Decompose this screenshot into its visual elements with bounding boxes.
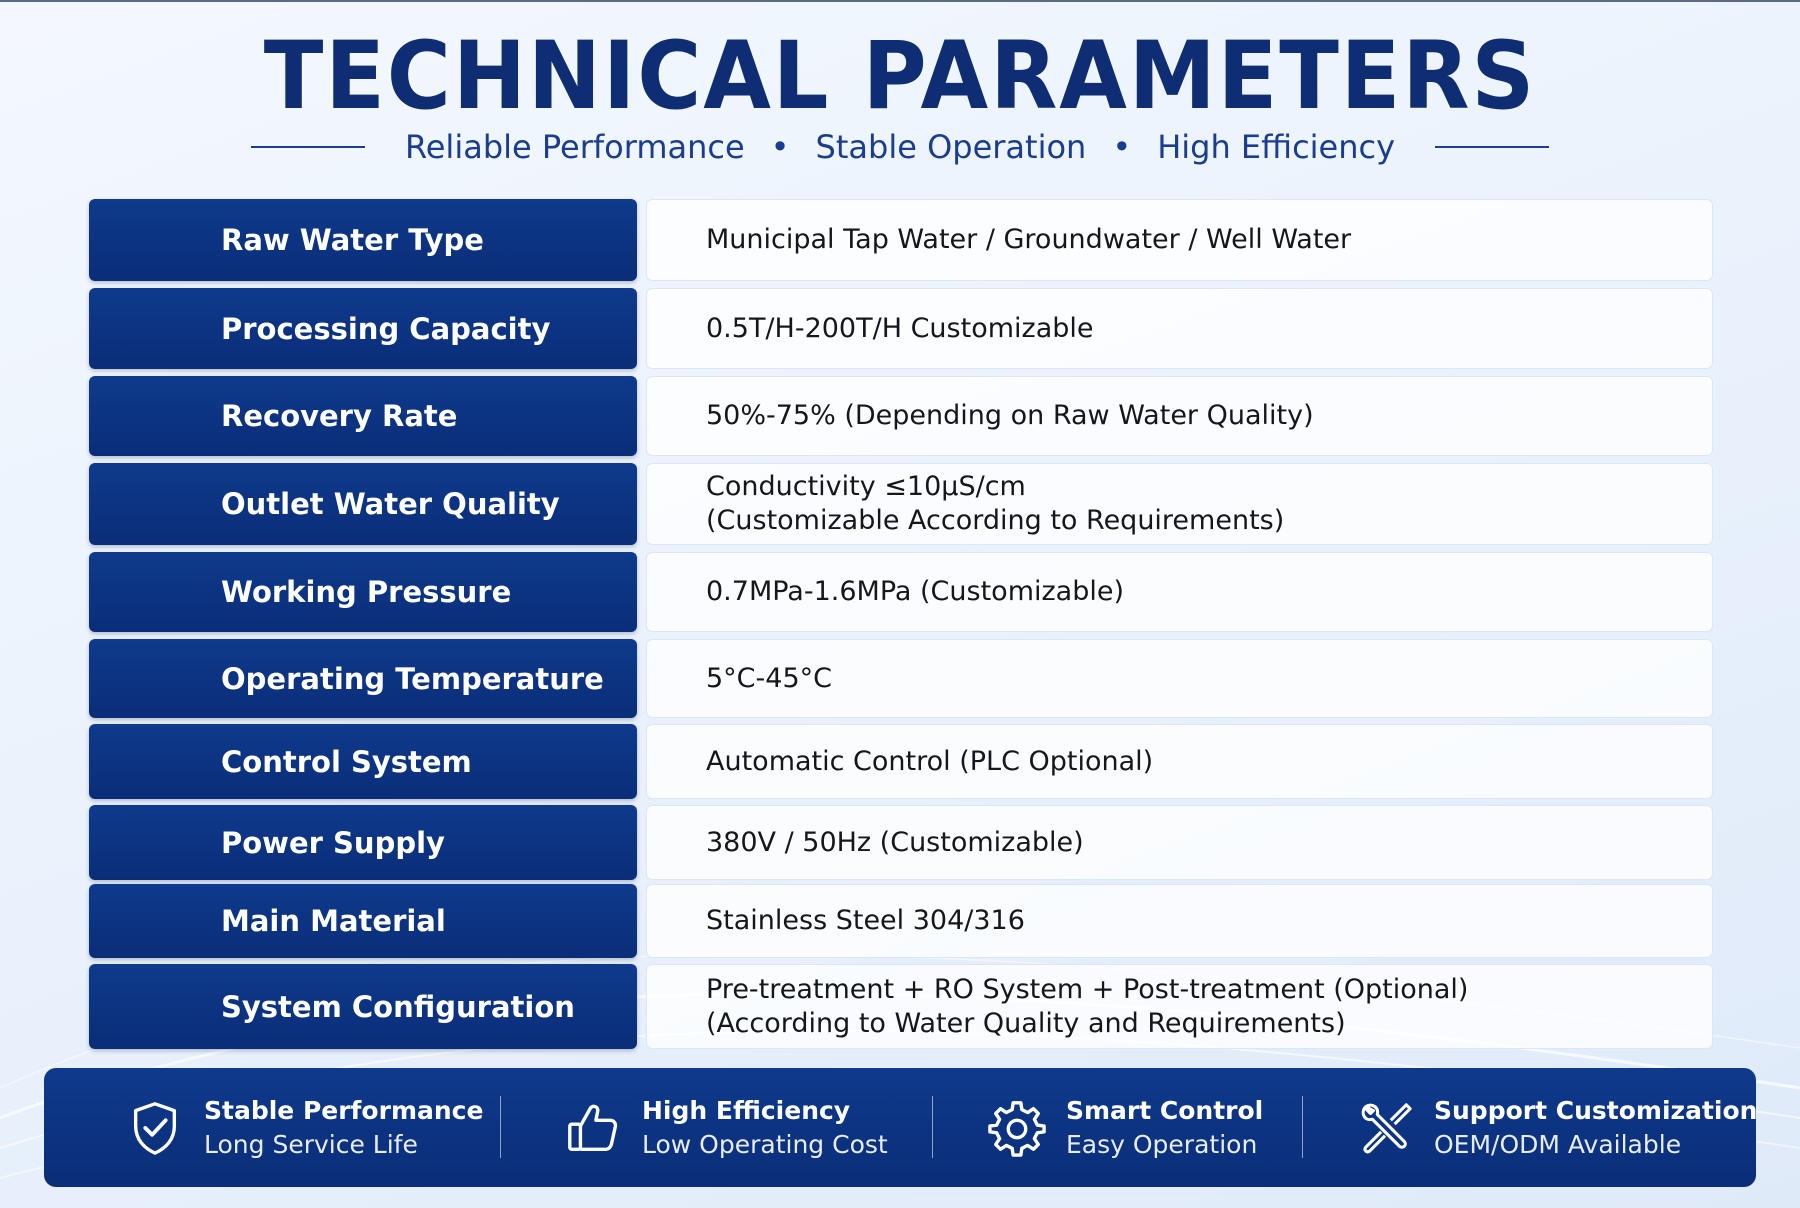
top-border — [0, 0, 1800, 2]
shield-check-icon — [126, 1099, 184, 1157]
feature-subtitle: Easy Operation — [1066, 1129, 1258, 1159]
param-label: Control System — [89, 724, 637, 799]
param-value — [646, 805, 1713, 880]
feature-support-customization — [1356, 1068, 1757, 1187]
tagline-separator: • — [770, 128, 790, 166]
tagline-rule-left — [251, 146, 365, 148]
feature-text — [642, 1094, 888, 1162]
param-value — [646, 463, 1713, 545]
feature-title: Stable Performance — [204, 1095, 484, 1125]
param-value-line: 380V / 50Hz (Customizable) — [706, 826, 1084, 858]
param-value — [646, 288, 1713, 369]
feature-subtitle: OEM/ODM Available — [1434, 1129, 1682, 1159]
param-value-line: Municipal Tap Water / Groundwater / Well Water — [706, 224, 1352, 255]
param-label: Main Material — [89, 884, 637, 958]
feature-divider — [1302, 1096, 1303, 1158]
tagline-rule-right — [1435, 146, 1549, 148]
param-value-line: (According to Water Quality and Requirements) — [706, 1007, 1346, 1039]
param-value-line: (Customizable According to Requirements) — [706, 505, 1285, 536]
param-label: Power Supply — [89, 805, 637, 880]
param-value — [646, 884, 1713, 958]
feature-subtitle: Low Operating Cost — [642, 1129, 888, 1159]
param-value-line: 5°C-45°C — [706, 662, 832, 694]
gear-icon — [988, 1099, 1046, 1157]
tools-icon — [1356, 1099, 1414, 1157]
param-row — [89, 463, 1713, 545]
param-value — [646, 552, 1713, 632]
param-value — [646, 376, 1713, 456]
tagline-row — [0, 128, 1800, 166]
feature-divider — [500, 1096, 501, 1158]
feature-high-efficiency — [564, 1068, 888, 1187]
tagline — [405, 128, 1395, 166]
param-row — [89, 805, 1713, 880]
page-title: TECHNICAL PARAMETERS — [263, 22, 1537, 131]
feature-divider — [932, 1096, 933, 1158]
param-row — [89, 639, 1713, 718]
param-row — [89, 199, 1713, 281]
param-value-line: 0.7MPa-1.6MPa (Customizable) — [706, 576, 1124, 607]
param-label: System Configuration — [89, 964, 637, 1049]
param-row — [89, 964, 1713, 1049]
feature-title: High Efficiency — [642, 1095, 851, 1125]
feature-subtitle: Long Service Life — [204, 1129, 418, 1159]
param-value-line: Stainless Steel 304/316 — [706, 905, 1025, 936]
param-label: Raw Water Type — [89, 199, 637, 281]
param-value — [646, 639, 1713, 718]
param-value — [646, 964, 1713, 1049]
param-value-line: Pre-treatment + RO System + Post-treatment (Optional) — [706, 973, 1469, 1005]
tagline-item: Reliable Performance — [404, 128, 745, 166]
param-label: Processing Capacity — [89, 288, 637, 369]
param-row — [89, 376, 1713, 456]
feature-text — [1434, 1094, 1757, 1162]
feature-text — [1066, 1094, 1263, 1162]
feature-title: Support Customization — [1434, 1095, 1758, 1125]
thumbs-up-icon — [564, 1099, 622, 1157]
feature-text — [204, 1094, 483, 1162]
param-label: Recovery Rate — [89, 376, 637, 456]
features-bar — [44, 1068, 1756, 1187]
tagline-item: High Efficiency — [1157, 128, 1396, 166]
param-value-line: Automatic Control (PLC Optional) — [706, 745, 1154, 777]
tagline-separator: • — [1112, 128, 1132, 166]
param-value-line: 50%-75% (Depending on Raw Water Quality) — [706, 400, 1314, 431]
param-label: Working Pressure — [89, 552, 637, 632]
param-row — [89, 288, 1713, 369]
param-row — [89, 884, 1713, 958]
param-value-line: 0.5T/H-200T/H Customizable — [706, 312, 1094, 344]
param-row — [89, 552, 1713, 632]
feature-stable-performance — [126, 1068, 483, 1187]
feature-title: Smart Control — [1066, 1095, 1264, 1125]
tagline-item: Stable Operation — [815, 128, 1087, 166]
param-row — [89, 724, 1713, 799]
param-value — [646, 724, 1713, 799]
param-label: Outlet Water Quality — [89, 463, 637, 545]
param-label: Operating Temperature — [89, 639, 637, 718]
param-value-line: Conductivity ≤10μS/cm — [706, 471, 1026, 502]
param-value — [646, 199, 1713, 281]
feature-smart-control — [988, 1068, 1263, 1187]
